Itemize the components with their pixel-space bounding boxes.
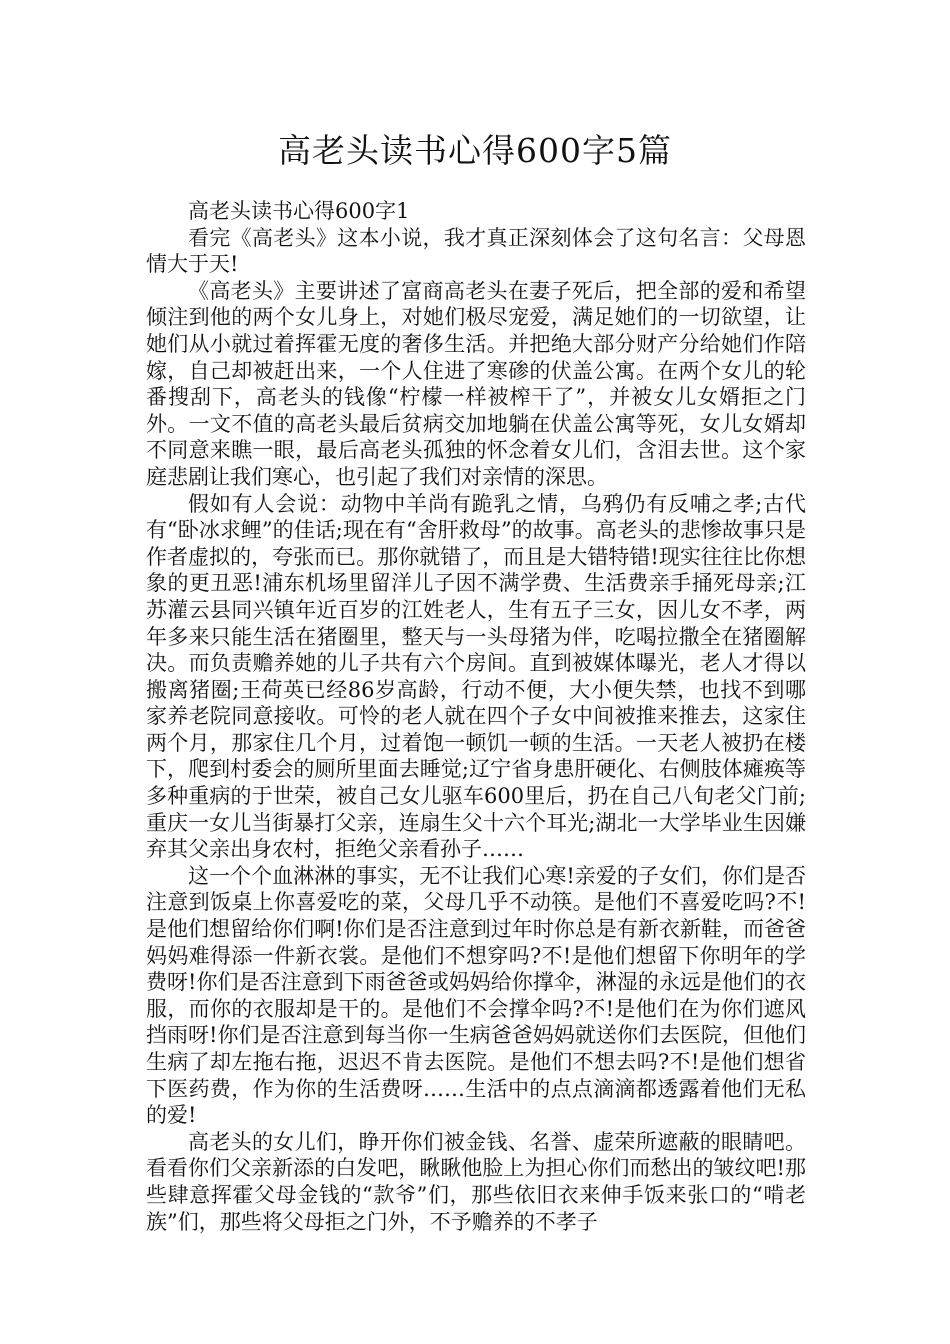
paragraph-1: 看完《高老头》这本小说，我才真正深刻体会了这句名言：父母恩情大于天! (146, 225, 806, 277)
document-title: 高老头读书心得600字5篇 (278, 131, 672, 170)
paragraph-2: 《高老头》主要讲述了富商高老头在妻子死后，把全部的爱和希望倾注到他的两个女儿身上，对她们极尽宠爱，满足她们的一切欲望，让她们从小就过着挥霍无度的奢侈生活。并把绝大部分财产分给她们作陪嫁，自己却被赶出来，一个人住进了寒碜的伏盖公寓。在两个女儿的轮番搜刮下，高老头的钱像“柠檬一样被榨干了”，并被女儿女婿拒之门外。一文不值的高老头最后贫病交加地躺在伏盖公寓等死，女儿女婿却不同意来瞧一眼，最后高老头孤独的怀念着女儿们，含泪去世。这个家庭悲剧让我们寒心，也引起了我们对亲情的深思。 (146, 278, 806, 489)
section-heading: 高老头读书心得600字1 (188, 199, 410, 223)
document-body (146, 198, 806, 1235)
paragraph-3: 假如有人会说：动物中羊尚有跪乳之情，乌鸦仍有反哺之孝;古代有“卧冰求鲤”的佳话;现在有“舍肝救母”的故事。高老头的悲惨故事只是作者虚拟的，夸张而已。那你就错了，而且是大错特错!现实往往比你想象的更丑恶!浦东机场里留洋儿子因不满学费、生活费亲手捅死母亲;江苏灌云县同兴镇年近百岁的江姓老人，生有五子三女，因儿女不孝，两年多来只能生活在猪圈里，整天与一头母猪为伴，吃喝拉撒全在猪圈解决。而负责赡养她的儿子共有六个房间。直到被媒体曝光，老人才得以搬离猪圈;王荷英已经86岁高龄，行动不便，大小便失禁，也找不到哪家养老院同意接收。可怜的老人就在四个子女中间被推来推去，这家住两个月，那家住几个月，过着饱一顿饥一顿的生活。一天老人被扔在楼下，爬到村委会的厕所里面去睡觉;辽宁省身患肝硬化、右侧肢体瘫痪等多种重病的于世荣，被自己女儿驱车600里后，扔在自己八旬老父门前;重庆一女儿当街暴打父亲，连扇生父十六个耳光;湖北一大学毕业生因嫌弃其父亲出身农村，拒绝父亲看孙子…… (146, 491, 806, 862)
paragraph-4: 这一个个血淋淋的事实，无不让我们心寒!亲爱的子女们，你们是否注意到饭桌上你喜爱吃的菜，父母几乎不动筷。是他们不喜爱吃吗?不!是他们想留给你们啊!你们是否注意到过年时你总是有新衣新鞋，而爸爸妈妈难得添一件新衣裳。是他们不想穿吗?不!是他们想留下你明年的学费呀!你们是否注意到下雨爸爸或妈妈给你撑伞，淋湿的永远是他们的衣服，而你的衣服却是干的。是他们不会撑伞吗?不!是他们在为你们遮风挡雨呀!你们是否注意到每当你一生病爸爸妈妈就送你们去医院，但他们生病了却左拖右拖，迟迟不肯去医院。是他们不想去吗?不!是他们想省下医药费，作为你的生活费呀……生活中的点点滴滴都透露着他们无私的爱! (146, 863, 806, 1128)
paragraph-5: 高老头的女儿们，睁开你们被金钱、名誉、虚荣所遮蔽的眼睛吧。看看你们父亲新添的白发吧，瞅瞅他脸上为担心你们而愁出的皱纹吧!那些肆意挥霍父母金钱的“款爷”们，那些依旧衣来伸手饭来张口的“啃老族”们，那些将父母拒之门外，不予赡养的不孝子 (146, 1129, 806, 1234)
